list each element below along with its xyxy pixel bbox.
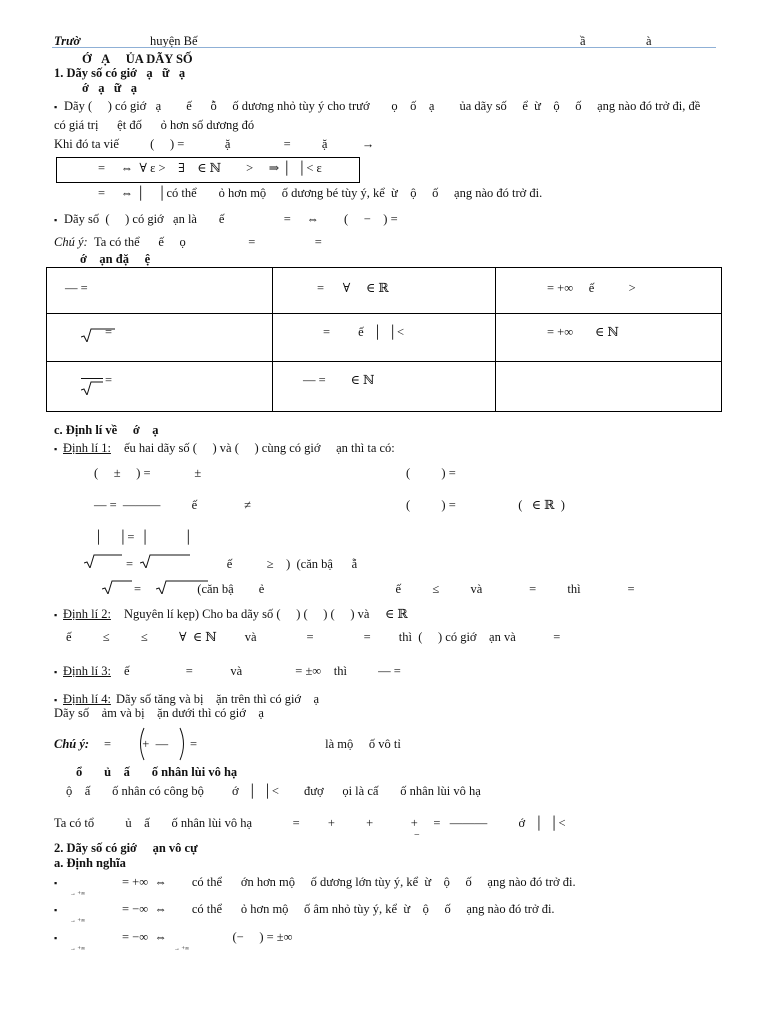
theorems-heading: c. Định lí về ớ ạ [54, 423, 159, 437]
header-divider [52, 47, 716, 48]
bullet: ▪ [54, 905, 58, 915]
section-1-subheading: ớ ạ ữ ạ [82, 81, 138, 95]
geometric-series-sum: Ta có tổ ủ ấ ố nhân lùi vô hạ = + + + = ——— ớ │ │< [54, 816, 566, 830]
theorem-1-formula-quotient: — = ——— ế ≠ [94, 498, 251, 512]
theorem-1-formula-product: ( ) = [406, 466, 456, 480]
theorem-1-formula-scalar: ( ) = ( ∈ ℝ ) [406, 498, 565, 512]
infinity-definition-minus: = −∞ ⇔ có thể ỏ hơn mộ ố âm nhỏ tùy ý, kể ừ ộ ố ạng nào đó trở đi. [122, 902, 555, 916]
theorem-1-label: Định lí 1: [63, 441, 111, 455]
bullet: ▪ [54, 878, 58, 888]
equivalence-line: = ⇔ │ │có thể ỏ hơn mộ ố dương bé tùy ý, kể ừ ộ ố ạng nào đó trở đi. [98, 186, 543, 200]
fraction-bar [81, 378, 103, 379]
table-divider [495, 268, 496, 411]
theorem-4-text-2: Dãy số ảm và bị ặn dưới thì có giớ ạ [54, 706, 264, 720]
note-label: Chú ý: [54, 235, 88, 249]
special-limits-table [46, 267, 722, 412]
bullet: ▪ [54, 444, 58, 454]
theorem-2-label: Định lí 2: [63, 607, 111, 621]
bullet: ▪ [54, 610, 58, 620]
table-cell: = [105, 373, 113, 387]
notation-line: Khi đó ta viế ( ) = ặ = ặ → [54, 137, 375, 151]
table-divider [47, 313, 721, 314]
bullet: ▪ [54, 215, 58, 225]
table-cell: = [105, 325, 113, 339]
bullet: ▪ [54, 667, 58, 677]
limit-subscript: → +∞ [70, 946, 86, 952]
euler-note-label: Chú ý: [54, 737, 90, 751]
definition-line-2: có giá trị ệt đố ỏ hơn số dương đó [54, 118, 255, 132]
theorem-1-formula-odd-root: = (căn bậ ẻ ế ≤ và = thì = [134, 582, 635, 596]
table-cell: = ế │ │< [323, 325, 405, 339]
definition-heading: a. Định nghĩa [54, 856, 126, 870]
header-right-a: ầ [580, 34, 586, 48]
table-cell: = +∞ ∈ ℕ [547, 325, 619, 339]
section-2-heading: 2. Dãy số có giớ ạn vô cự [54, 841, 198, 855]
theorem-4-label: Định lí 4: [63, 692, 111, 706]
section-1-heading: 1. Dãy số có giớ ạ ữ ạ [54, 66, 186, 80]
geometric-series-definition: ộ ấ ố nhân có công bộ ớ │ │< đượ ọi là cấ ố nhân lùi vô hạ [66, 784, 481, 798]
euler-note-text: = + — = là mộ ố vô tỉ [104, 737, 401, 751]
theorem-2-statement: ế ≤ ≤ ∀ ∈ ℕ và = = thì ( ) có giớ ạn và = [66, 630, 561, 644]
geometric-series-heading: ổ ủ ấ ố nhân lùi vô hạ [76, 765, 238, 779]
table-divider [47, 361, 721, 362]
page-title: Ớ Ạ ỦA DÃY SỐ [82, 52, 193, 66]
radical-sign [84, 554, 122, 568]
infinity-definition-plus: = +∞ ⇔ có thể ớn hơn mộ ố dương lớn tùy ý, kể ừ ộ ố ạng nào đó trở đi. [122, 875, 576, 889]
definition-line-1: Dãy ( ) có giớ ạ ế ỗ ố dương nhỏ tùy ý cho trướ ọ ố ạ ủa dãy số ể ừ ộ ố ạng nào đó trở đi, đề [64, 99, 701, 113]
limit-a-line: Dãy số ( ) có giớ ạn là ế = ⇔ ( − ) = [64, 212, 398, 226]
theorem-1-formula-sum: ( ± ) = ± [94, 466, 202, 480]
theorem-2-text: Nguyên lí kẹp) Cho ba dãy số ( ) ( ) ( ) và ∈ ℝ [124, 607, 408, 621]
table-cell: = ∀ ∈ ℝ [317, 281, 389, 295]
infinity-equivalence: = −∞ ⇔ (− ) = ±∞ [122, 930, 293, 944]
note-text: Ta có thể ế ọ = = [94, 235, 322, 249]
table-cell: — = ∈ ℕ [303, 373, 375, 387]
definition-formula: = ⇔ ∀ ε > ∃ ∈ ℕ > ⇒ │ │< ε [98, 161, 322, 175]
header-district: huyện Bế [150, 34, 198, 48]
bullet: ▪ [54, 102, 58, 112]
theorem-1-formula-absolute: │ │= │ │ [94, 530, 193, 544]
theorem-1-formula-sqrt: = ế ≥ ) (căn bậ ẵ [126, 557, 358, 571]
table-cell: — = [65, 281, 88, 295]
geometric-series-denominator: − [414, 830, 420, 841]
special-limits-heading: ớ ạn đặ ệ [80, 252, 151, 266]
limit-subscript: → +∞ [70, 891, 86, 897]
bullet: ▪ [54, 695, 58, 705]
table-cell: = +∞ ế > [547, 281, 636, 295]
header-school: Trườ [54, 34, 81, 48]
theorem-1-text: ếu hai dãy số ( ) và ( ) cùng có giớ ạn thì ta có: [124, 441, 395, 455]
radical-sign [81, 381, 103, 395]
theorem-3-text: ế = và = ±∞ thì — = [124, 664, 401, 678]
limit-subscript: → +∞ [70, 918, 86, 924]
header-right-b: à [646, 34, 652, 48]
limit-subscript: → +∞ [174, 946, 190, 952]
theorem-4-text: Dãy số tăng và bị ặn trên thì có giớ ạ [116, 692, 320, 706]
bullet: ▪ [54, 933, 58, 943]
theorem-3-label: Định lí 3: [63, 664, 111, 678]
radical-sign [102, 580, 132, 594]
table-divider [272, 268, 273, 411]
